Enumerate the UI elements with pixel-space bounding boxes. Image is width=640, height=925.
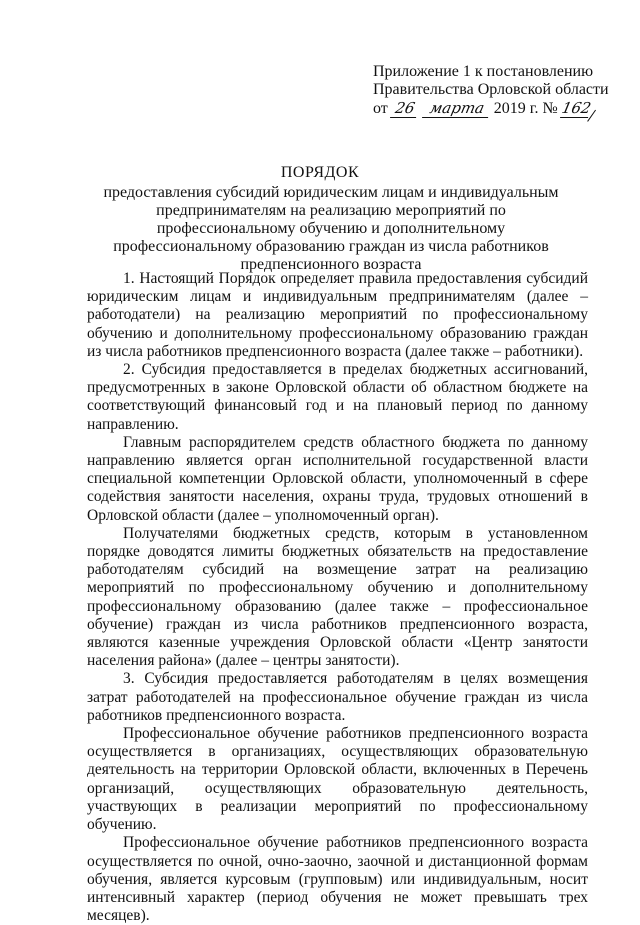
paragraph: Главным распорядителем средств областного бюджета по данному направлению является орган исполнительной государственной власти специальной компетенции Орловской области, уполномоченный в сфере содействия занятости населения, охраны труда, трудовых отношений в Орловской области (далее – уполномоченный орган). [87,433,588,524]
header-line-1: Приложение 1 к постановлению [373,63,594,80]
document-subtitle: предоставления субсидий юридическим лицам и индивидуальным предпринимателям на реализацию мероприятий по профессиональному обучению и дополнительному профессиональному образованию граждан из числа работников предпенсионного возраста [103,184,559,273]
header-line-2: Правительства Орловской области [373,81,609,98]
paragraph: Профессиональное обучение работников предпенсионного возраста осуществляется в организациях, осуществляющих образовательную деятельность на территории Орловской области, включенных в Перечень организаций, осуществляющих образовательную деятельность, участвующих в реализации мероприятий по профессиональному обучению. [87,725,588,834]
paragraph: 3. Субсидия предоставляется работодателям в целях возмещения затрат работодателей на профессиональное обучение граждан из числа работников предпенсионного возраста. [87,670,588,724]
paragraph: Получателями бюджетных средств, которым в установленном порядке доводятся лимиты бюджетных обязательств на предоставление работодателям субсидий на возмещение затрат на реализацию мероприятий по профессиональному обучению и дополнительному профессиональному образованию (далее также – профессиональное обучение) граждан из числа работников предпенсионного возраста, являются казенные учреждения Орловской области «Центр занятости населения района» (далее – центры занятости). [87,524,588,670]
document-body [87,270,588,925]
header-date-line [373,99,633,118]
handwritten-month: марта [422,99,492,118]
handwritten-day: 26 [390,99,420,118]
year-and-number-label: 2019 г. № [493,100,558,117]
handwritten-number: 162 [560,99,593,117]
from-label: от [373,100,388,117]
approval-header [373,63,633,118]
paragraph: Профессиональное обучение работников предпенсионного возраста осуществляется по очной, очно-заочно, заочной и дистанционной формам обучения, является курсовым (групповым) или индивидуальным, носит интенсивный характер (период обучения не может превышать трех месяцев). [87,834,588,925]
document-title: ПОРЯДОК [280,164,360,181]
paragraph: 2. Субсидия предоставляется в пределах бюджетных ассигнований, предусмотренных в законе Орловской области об областном бюджете на соответствующий финансовый год и на плановый период по данному направлению. [87,361,588,433]
paragraph: 1. Настоящий Порядок определяет правила предоставления субсидий юридическим лицам и индивидуальным предпринимателям (далее – работодатели) на реализацию мероприятий по профессиональному обучению и дополнительному профессиональному образованию граждан из числа работников предпенсионного возраста (далее также – работники). [87,270,588,360]
